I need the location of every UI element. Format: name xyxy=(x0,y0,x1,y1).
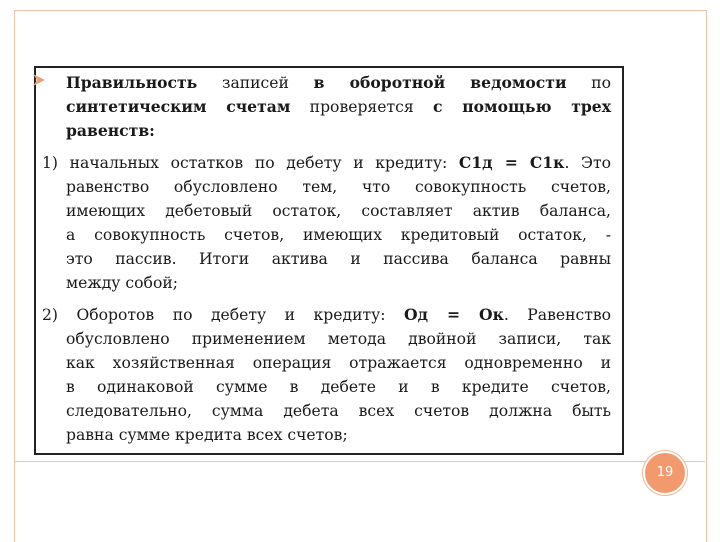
formula: Од = Ок xyxy=(404,305,504,324)
text: . Равенство xyxy=(503,306,611,324)
item1-line-3: имеющих дебетовый остаток, составляет актив баланса, xyxy=(66,202,611,220)
item1-line-6: между собой; xyxy=(66,274,178,292)
text: по xyxy=(566,74,611,92)
bullet-line-2 xyxy=(66,95,611,119)
bullet-line-3: равенств: xyxy=(66,121,155,140)
bold-term: Правильность xyxy=(66,73,198,92)
page-number-badge: 19 xyxy=(643,451,687,495)
text: 2) Оборотов по дебету и кредиту: xyxy=(42,306,405,324)
item2-line-3: как хозяйственная операция отражается одновременно и xyxy=(66,354,611,372)
bold-term: с помощью трех xyxy=(432,97,611,116)
footer-divider xyxy=(14,461,705,462)
item1-line-4: а совокупность счетов, имеющих кредитовый остаток, - xyxy=(66,226,611,244)
arrow-bullet-icon xyxy=(32,73,46,87)
item2-line-1 xyxy=(42,303,611,327)
item1-line-1 xyxy=(42,151,611,175)
formula: С1д = С1к xyxy=(458,153,565,172)
bold-term: в оборотной ведомости xyxy=(313,73,567,92)
text: проверяется xyxy=(290,98,433,116)
text: записей xyxy=(197,74,314,92)
item2-line-6: равна сумме кредита всех счетов; xyxy=(66,426,348,444)
bold-term: синтетическим счетам xyxy=(66,97,291,116)
content-box xyxy=(34,66,624,455)
bullet-line-1 xyxy=(66,71,611,95)
item2-line-4: в одинаковой сумме в дебете и в кредите счетов, xyxy=(66,378,611,396)
item2-line-5: следовательно, сумма дебета всех счетов должна быть xyxy=(66,402,611,420)
item1-line-2: равенство обусловлено тем, что совокупность счетов, xyxy=(66,178,611,196)
item2-line-2: обусловлено применением метода двойной записи, так xyxy=(66,330,611,348)
item1-line-5: это пассив. Итоги актива и пассива баланса равны xyxy=(66,250,611,268)
text: . Это xyxy=(564,154,611,172)
text: 1) начальных остатков по дебету и кредиту: xyxy=(42,154,459,172)
